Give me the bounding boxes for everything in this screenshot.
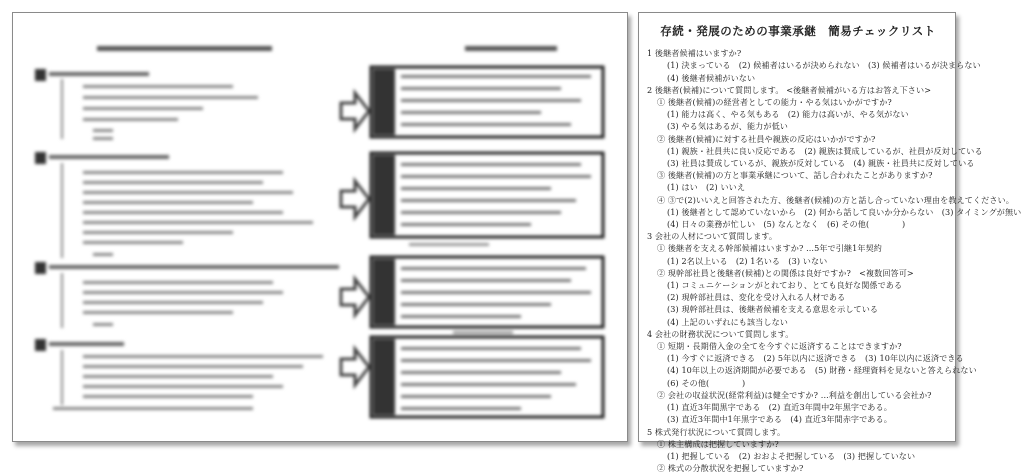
checklist-options: (6) その他( ) <box>667 377 746 388</box>
checklist-lines <box>647 47 1021 474</box>
checklist-section-heading: 5 株式発行状況について質問します。 <box>647 426 786 437</box>
checklist-options: (2) 現幹部社員は、変化を受け入れる人材である <box>667 292 846 303</box>
checklist <box>647 24 1021 474</box>
checklist-options: (1) 能力は高く、やる気もある (2) 能力は高いが、やる気がない <box>667 109 909 120</box>
checklist-options: (4) 後継者候補がいない <box>667 72 756 83</box>
checklist-question: ① 後継者(候補)の経営者としての能力・やる気はいかがですか? <box>657 97 892 108</box>
checklist-options: (3) 社員は賛成しているが、親族が反対している (4) 親族・社員共に反対している <box>667 158 975 169</box>
checklist-question: ① 株主構成は把握していますか? <box>657 438 779 449</box>
checklist-options: (1) 決まっている (2) 候補者はいるが決められない (3) 候補者はいるが決まらない <box>667 60 981 71</box>
checklist-options: (4) 日々の業務が忙しい (5) なんとなく (6) その他( ) <box>667 219 906 230</box>
checklist-options: (1) 今すぐに返済できる (2) 5年以内に返済できる (3) 10年以内に返済できる <box>667 353 964 364</box>
checklist-options: (1) はい (2) いいえ <box>667 182 746 193</box>
checklist-options: (1) 後継者として認めていないから (2) 何から話して良いか分からない (3) タイミングが無い <box>667 206 1021 217</box>
checklist-question: ② 後継者(候補)に対する社員や親族の反応はいかがですか? <box>657 133 876 144</box>
checklist-options: (1) 親族・社員共に良い反応である (2) 親族は賛成しているが、社員が反対している <box>667 145 983 156</box>
checklist-section-heading: 4 会社の財務状況について質問します。 <box>647 328 794 339</box>
blurred-flow-graphic <box>13 13 627 441</box>
checklist-question: ③ 後継者(候補)の方と事業承継について、話し合われたことがありますか? <box>657 170 933 181</box>
checklist-options: (1) 直近3年間黒字である (2) 直近3年間中2年黒字である。 <box>667 402 892 413</box>
checklist-section-heading: 2 後継者(候補)について質問します。 <後継者候補がいる方はお答え下さい> <box>647 84 932 95</box>
checklist-section-heading: 1 後継者候補はいますか? <box>647 48 742 59</box>
checklist-options: (3) やる気はあるが、能力が低い <box>667 121 788 132</box>
checklist-question: ② 現幹部社員と後継者(候補)との関係は良好ですか? <複数回答可> <box>657 267 914 278</box>
checklist-question: ② 株式の分散状況を把握していますか? <box>657 463 804 474</box>
checklist-question: ① 後継者を支える幹部候補はいますか? ...5年で引継1年契約 <box>657 243 882 254</box>
blurred-flow-sheet <box>12 12 628 442</box>
checklist-section-heading: 3 会社の人材について質問します。 <box>647 231 778 242</box>
checklist-question: ② 会社の収益状況(経常利益)は健全ですか? ...利益を創出している会社か? <box>657 389 932 400</box>
checklist-options: (3) 直近3年間中1年黒字である (4) 直近3年間赤字である。 <box>667 414 892 425</box>
checklist-options: (3) 現幹部社員は、後継者候補を支える意思を示している <box>667 304 879 315</box>
checklist-options: (4) 10年以上の返済期間が必要である (5) 財務・経理資料を見ないと答えられない <box>667 365 977 376</box>
checklist-title: 存続・発展のための事業承継 簡易チェックリスト <box>660 24 936 38</box>
checklist-options: (4) 上記のいずれにも該当しない <box>667 316 788 327</box>
checklist-question: ① 短期・長期借入金の全てを今すぐに返済することはできますか? <box>657 341 902 352</box>
checklist-options: (1) コミュニケーションがとれており、とても良好な関係である <box>667 280 903 291</box>
blurred-content <box>13 13 627 441</box>
checklist-options: (1) 2名以上いる (2) 1名いる (3) いない <box>667 255 828 266</box>
checklist-options: (1) 把握している (2) おおよそ把握している (3) 把握していない <box>667 450 916 461</box>
checklist-sheet <box>638 12 1021 474</box>
checklist-question: ④ ③で(2)いいえと回答された方、後継者(候補)の方と話し合っていない理由を教えてください。 <box>657 194 1014 205</box>
